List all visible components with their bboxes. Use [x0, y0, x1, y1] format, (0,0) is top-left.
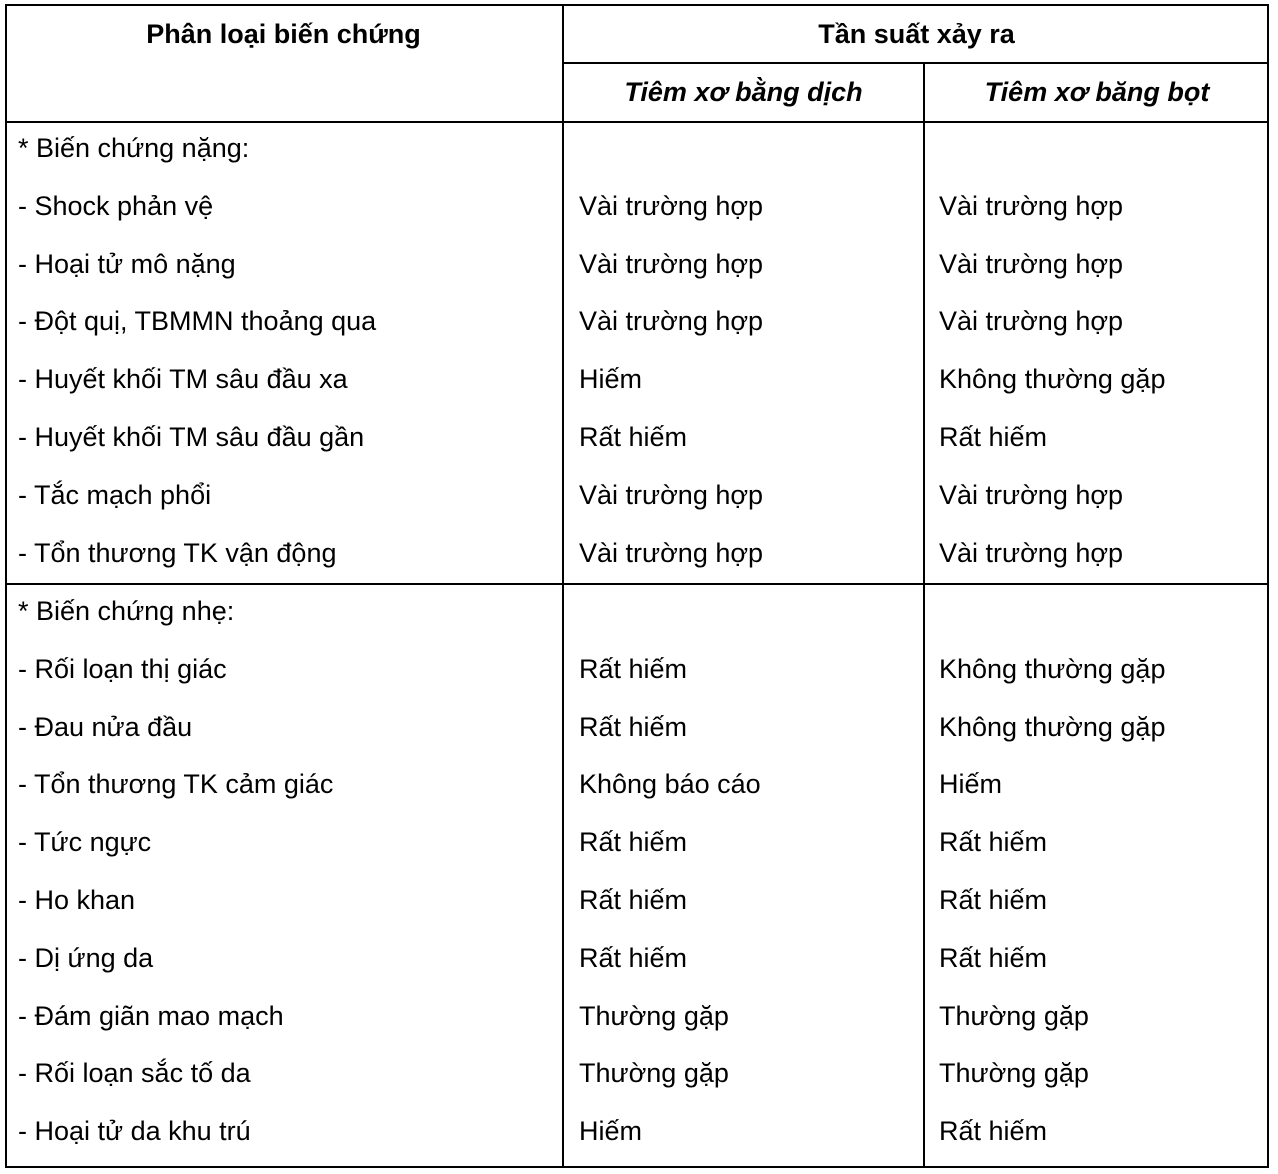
complication-name: - Hoại tử mô nặng [18, 249, 236, 279]
foam-frequency: Rất hiếm [939, 1116, 1048, 1146]
border-bottom [5, 1166, 1269, 1168]
border-top [5, 4, 1269, 6]
liquid-frequency: Không báo cáo [579, 769, 761, 799]
complication-name: - Tức ngực [18, 827, 152, 857]
foam-frequency: Thường gặp [939, 1058, 1089, 1088]
complication-name: - Ho khan [18, 885, 136, 915]
border-right [1267, 4, 1269, 1168]
foam-frequency: Không thường gặp [939, 654, 1166, 684]
liquid-frequency: Hiếm [579, 364, 643, 394]
column-divider-1 [562, 4, 564, 1168]
liquid-frequency: Vài trường hợp [579, 191, 764, 221]
liquid-frequency: Thường gặp [579, 1058, 729, 1088]
foam-frequency: Không thường gặp [939, 364, 1166, 394]
liquid-frequency: Rất hiếm [579, 422, 688, 452]
header-classification: Phân loại biến chứng [146, 19, 421, 49]
complications-table [5, 4, 1269, 1168]
liquid-frequency: Rất hiếm [579, 943, 688, 973]
complication-name: - Đám giãn mao mạch [18, 1001, 284, 1031]
liquid-frequency: Rất hiếm [579, 827, 688, 857]
liquid-frequency: Vài trường hợp [579, 480, 764, 510]
foam-frequency: Rất hiếm [939, 422, 1048, 452]
liquid-frequency: Hiếm [579, 1116, 643, 1146]
liquid-frequency: Rất hiếm [579, 885, 688, 915]
section-title: * Biến chứng nhẹ: [18, 596, 235, 626]
complication-name: - Huyết khối TM sâu đầu gần [18, 422, 365, 452]
complication-name: - Dị ứng da [18, 943, 154, 973]
complication-name: - Đột quị, TBMMN thoảng qua [18, 306, 377, 336]
foam-frequency: Thường gặp [939, 1001, 1089, 1031]
complication-name: - Tắc mạch phổi [18, 480, 212, 510]
foam-frequency: Rất hiếm [939, 885, 1048, 915]
liquid-frequency: Vài trường hợp [579, 538, 764, 568]
foam-frequency: Không thường gặp [939, 712, 1166, 742]
header-bottom-line [5, 121, 1269, 123]
header-frequency: Tần suất xảy ra [818, 19, 1015, 49]
foam-frequency: Vài trường hợp [939, 306, 1124, 336]
section-divider [5, 583, 1269, 585]
header-foam-sclerotherapy: Tiêm xơ băng bọt [984, 77, 1210, 107]
foam-frequency: Rất hiếm [939, 943, 1048, 973]
foam-frequency: Vài trường hợp [939, 249, 1124, 279]
liquid-frequency: Vài trường hợp [579, 249, 764, 279]
column-divider-2 [923, 62, 925, 1168]
liquid-frequency: Vài trường hợp [579, 306, 764, 336]
border-left [5, 4, 7, 1168]
section-title: * Biến chứng nặng: [18, 133, 250, 163]
liquid-frequency: Rất hiếm [579, 654, 688, 684]
complication-name: - Rối loạn sắc tố da [18, 1058, 251, 1088]
foam-frequency: Rất hiếm [939, 827, 1048, 857]
foam-frequency: Hiếm [939, 769, 1003, 799]
liquid-frequency: Thường gặp [579, 1001, 729, 1031]
complication-name: - Huyết khối TM sâu đầu xa [18, 364, 348, 394]
complication-name: - Hoại tử da khu trú [18, 1116, 251, 1146]
complication-name: - Rối loạn thị giác [18, 654, 227, 684]
complication-name: - Tổn thương TK cảm giác [18, 769, 334, 799]
complication-name: - Shock phản vệ [18, 191, 214, 221]
complication-name: - Đau nửa đầu [18, 712, 193, 742]
foam-frequency: Vài trường hợp [939, 538, 1124, 568]
header-liquid-sclerotherapy: Tiêm xơ bằng dịch [624, 77, 863, 107]
foam-frequency: Vài trường hợp [939, 191, 1124, 221]
foam-frequency: Vài trường hợp [939, 480, 1124, 510]
complication-name: - Tổn thương TK vận động [18, 538, 337, 568]
header-divider [562, 62, 1269, 64]
liquid-frequency: Rất hiếm [579, 712, 688, 742]
